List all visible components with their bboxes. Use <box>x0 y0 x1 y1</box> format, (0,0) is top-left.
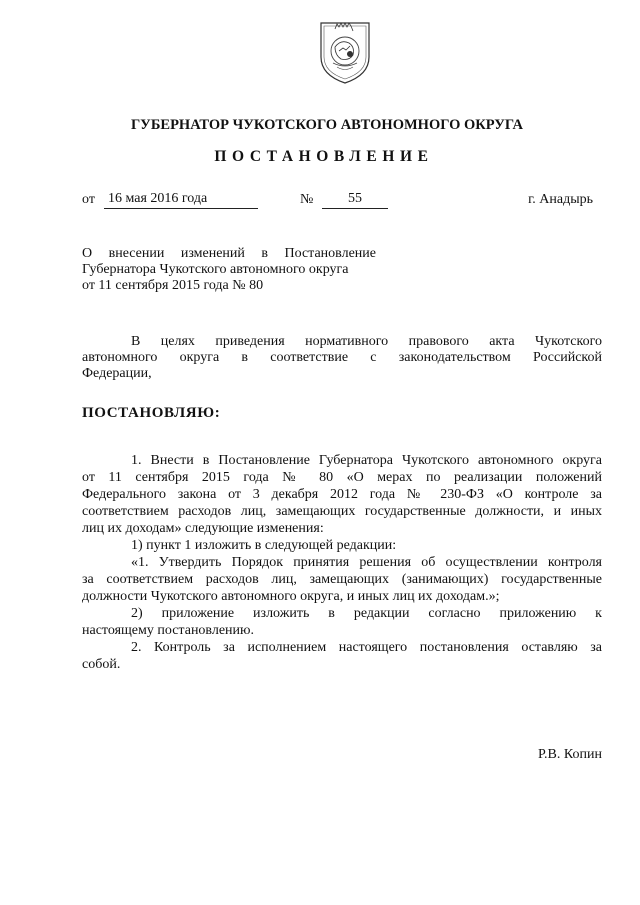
body-line: за соответствием расходов лиц, замещающих (занимающих) государственные <box>82 572 602 587</box>
body-line: «1. Утвердить Порядок принятия решения об осуществлении контроля <box>131 555 602 570</box>
body-line: собой. <box>82 657 121 672</box>
body-line: от 11 сентября 2015 года № 80 «О мерах по реализации положений <box>82 470 602 485</box>
subject-line: от 11 сентября 2015 года № 80 <box>82 278 264 293</box>
document-subject <box>82 246 376 294</box>
issuing-authority-title: ГУБЕРНАТОР ЧУКОТСКОГО АВТОНОМНОГО ОКРУГА <box>130 117 524 133</box>
signatory-name: Р.В. Копин <box>538 747 602 762</box>
subject-line: О внесении изменений в Постановление <box>82 246 376 261</box>
body-line: соответствием расходов лиц, замещающих государственные должности, и иных <box>82 504 602 519</box>
date-underline <box>104 208 258 209</box>
preamble-line: В целях приведения нормативного правового акта Чукотского <box>131 334 602 349</box>
document-place: г. Анадырь <box>528 192 593 207</box>
subject-line: Губернатора Чукотского автономного округа <box>82 262 349 277</box>
body-line: 1. Внести в Постановление Губернатора Чукотского автономного округа <box>131 453 602 468</box>
document-date: 16 мая 2016 года <box>108 191 208 206</box>
document-type-title: ПОСТАНОВЛЕНИЕ <box>214 148 434 165</box>
number-prefix: № <box>300 192 314 207</box>
decree-heading: ПОСТАНОВЛЯЮ: <box>82 405 221 421</box>
body-line: лиц их доходам» следующие изменения: <box>82 521 324 536</box>
decree-body <box>82 452 602 673</box>
date-prefix: от <box>82 192 95 207</box>
body-line: 1) пункт 1 изложить в следующей редакции: <box>131 538 397 553</box>
preamble <box>82 334 602 382</box>
number-underline <box>322 208 388 209</box>
preamble-line: автономного округа в соответствие с законодательством Российской <box>82 350 602 365</box>
preamble-line: Федерации, <box>82 366 152 381</box>
coat-of-arms-emblem <box>313 17 377 85</box>
body-line: 2. Контроль за исполнением настоящего постановления оставляю за <box>131 640 602 655</box>
body-line: Федерального закона от 3 декабря 2012 года № 230-ФЗ «О контроле за <box>82 487 602 502</box>
body-line: настоящему постановлению. <box>82 623 254 638</box>
body-line: должности Чукотского автономного округа, и иных лиц их доходам.»; <box>82 589 500 604</box>
document-number: 55 <box>348 191 362 206</box>
body-line: 2) приложение изложить в редакции согласно приложению к <box>131 606 602 621</box>
